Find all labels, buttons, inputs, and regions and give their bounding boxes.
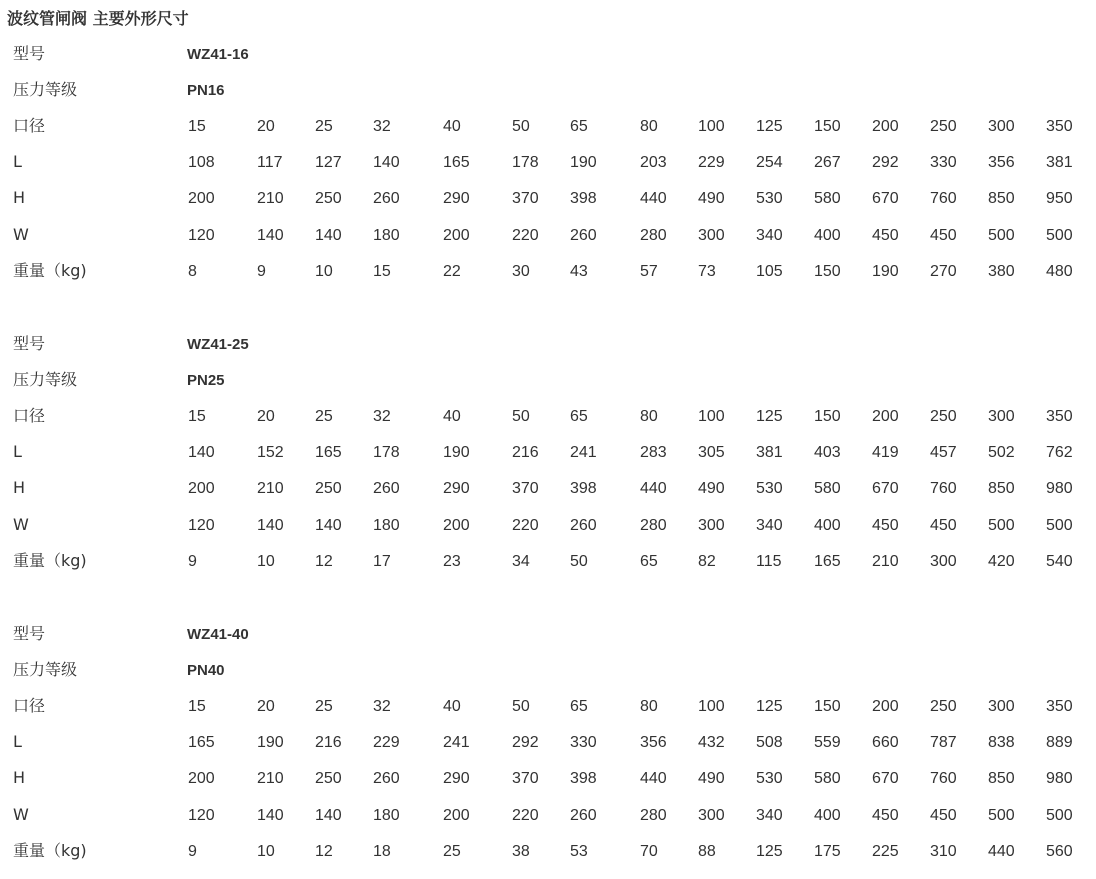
table-cell: 18	[373, 843, 391, 860]
table-cell: 440	[640, 770, 667, 787]
table-cell: 440	[988, 843, 1015, 860]
table-cell: 660	[872, 734, 899, 751]
table-cell: 120	[188, 227, 215, 244]
table-cell: 250	[315, 480, 342, 497]
table-cell: 32	[373, 118, 391, 135]
h-row	[0, 768, 1096, 804]
table-cell: 502	[988, 444, 1015, 461]
table-cell: 838	[988, 734, 1015, 751]
l-row	[0, 442, 1096, 478]
table-cell: 300	[988, 408, 1015, 425]
table-cell: 229	[373, 734, 400, 751]
pressure-label: 压力等级	[13, 370, 78, 389]
model-label: 型号	[13, 44, 46, 63]
l-row	[0, 152, 1096, 188]
table-cell: 356	[640, 734, 667, 751]
weight-row	[0, 261, 1096, 297]
table-cell: 760	[930, 770, 957, 787]
table-cell: 200	[188, 480, 215, 497]
table-cell: 400	[814, 807, 841, 824]
table-cell: 500	[988, 517, 1015, 534]
table-cell: 762	[1046, 444, 1073, 461]
table-cell: 180	[373, 517, 400, 534]
table-cell: 125	[756, 843, 783, 860]
table-cell: 22	[443, 263, 461, 280]
table-cell: 105	[756, 263, 783, 280]
table-cell: 8	[188, 263, 197, 280]
pressure-value: PN25	[187, 372, 225, 389]
pressure-label: 压力等级	[13, 660, 78, 679]
table-cell: 9	[257, 263, 266, 280]
table-cell: 210	[257, 480, 284, 497]
dn-label: 口径	[13, 406, 46, 425]
table-cell: 200	[443, 807, 470, 824]
table-cell: 530	[756, 770, 783, 787]
table-cell: 120	[188, 517, 215, 534]
table-cell: 398	[570, 190, 597, 207]
table-cell: 30	[512, 263, 530, 280]
table-cell: 40	[443, 408, 461, 425]
table-cell: 15	[188, 118, 206, 135]
table-cell: 500	[1046, 227, 1073, 244]
table-cell: 500	[988, 807, 1015, 824]
table-cell: 280	[640, 227, 667, 244]
table-cell: 127	[315, 154, 342, 171]
weight-label: 重量（kg)	[13, 551, 87, 570]
table-cell: 190	[872, 263, 899, 280]
table-cell: 350	[1046, 698, 1073, 715]
table-cell: 250	[930, 698, 957, 715]
page-title: 波纹管闸阀 主要外形尺寸	[7, 9, 189, 28]
table-cell: 178	[512, 154, 539, 171]
table-cell: 216	[315, 734, 342, 751]
table-cell: 290	[443, 480, 470, 497]
table-cell: 490	[698, 770, 725, 787]
table-cell: 440	[640, 190, 667, 207]
table-cell: 108	[188, 154, 215, 171]
table-cell: 220	[512, 227, 539, 244]
table-cell: 210	[257, 770, 284, 787]
table-cell: 300	[988, 698, 1015, 715]
table-cell: 450	[872, 807, 899, 824]
table-cell: 490	[698, 190, 725, 207]
table-cell: 440	[640, 480, 667, 497]
table-cell: 381	[1046, 154, 1073, 171]
table-cell: 50	[570, 553, 588, 570]
table-cell: 180	[373, 807, 400, 824]
table-cell: 241	[443, 734, 470, 751]
l-label: L	[13, 442, 22, 461]
table-cell: 370	[512, 190, 539, 207]
table-cell: 73	[698, 263, 716, 280]
w-row	[0, 515, 1096, 551]
table-cell: 670	[872, 770, 899, 787]
table-cell: 38	[512, 843, 530, 860]
table-cell: 356	[988, 154, 1015, 171]
table-cell: 340	[756, 807, 783, 824]
table-cell: 165	[443, 154, 470, 171]
table-cell: 220	[512, 517, 539, 534]
table-cell: 150	[814, 118, 841, 135]
table-cell: 178	[373, 444, 400, 461]
table-cell: 950	[1046, 190, 1073, 207]
table-cell: 850	[988, 770, 1015, 787]
table-cell: 165	[315, 444, 342, 461]
table-cell: 88	[698, 843, 716, 860]
table-cell: 140	[315, 227, 342, 244]
table-cell: 889	[1046, 734, 1073, 751]
table-cell: 50	[512, 118, 530, 135]
table-cell: 150	[814, 408, 841, 425]
pressure-value: PN40	[187, 662, 225, 679]
table-cell: 80	[640, 698, 658, 715]
weight-row	[0, 551, 1096, 587]
table-cell: 450	[930, 517, 957, 534]
table-cell: 457	[930, 444, 957, 461]
table-cell: 43	[570, 263, 588, 280]
dn-label: 口径	[13, 116, 46, 135]
table-cell: 560	[1046, 843, 1073, 860]
table-cell: 760	[930, 480, 957, 497]
table-cell: 450	[930, 807, 957, 824]
table-cell: 300	[930, 553, 957, 570]
table-cell: 115	[756, 553, 782, 570]
table-cell: 125	[756, 408, 783, 425]
table-cell: 80	[640, 408, 658, 425]
table-cell: 580	[814, 770, 841, 787]
model-row	[0, 44, 1096, 80]
table-cell: 580	[814, 190, 841, 207]
table-cell: 23	[443, 553, 461, 570]
table-cell: 65	[570, 408, 588, 425]
table-cell: 10	[257, 553, 275, 570]
table-cell: 17	[373, 553, 391, 570]
table-cell: 100	[698, 118, 725, 135]
table-cell: 20	[257, 118, 275, 135]
table-cell: 180	[373, 227, 400, 244]
table-cell: 20	[257, 698, 275, 715]
table-cell: 20	[257, 408, 275, 425]
table-cell: 330	[930, 154, 957, 171]
table-cell: 210	[257, 190, 284, 207]
table-cell: 850	[988, 480, 1015, 497]
table-cell: 419	[872, 444, 899, 461]
table-cell: 200	[872, 408, 899, 425]
table-cell: 220	[512, 807, 539, 824]
table-cell: 117	[257, 154, 283, 171]
dn-row	[0, 116, 1096, 152]
table-cell: 125	[756, 118, 783, 135]
table-cell: 125	[756, 698, 783, 715]
w-row	[0, 225, 1096, 261]
table-cell: 540	[1046, 553, 1073, 570]
table-cell: 380	[988, 263, 1015, 280]
l-label: L	[13, 732, 22, 751]
table-cell: 292	[872, 154, 899, 171]
table-cell: 450	[872, 517, 899, 534]
table-cell: 370	[512, 480, 539, 497]
table-cell: 200	[872, 118, 899, 135]
table-cell: 400	[814, 517, 841, 534]
table-cell: 280	[640, 807, 667, 824]
table-cell: 65	[640, 553, 658, 570]
table-cell: 70	[640, 843, 658, 860]
w-label: W	[13, 805, 29, 824]
table-cell: 200	[443, 517, 470, 534]
table-cell: 40	[443, 118, 461, 135]
table-cell: 229	[698, 154, 725, 171]
table-cell: 40	[443, 698, 461, 715]
table-cell: 670	[872, 190, 899, 207]
table-cell: 32	[373, 698, 391, 715]
table-cell: 82	[698, 553, 716, 570]
h-row	[0, 188, 1096, 224]
table-cell: 200	[872, 698, 899, 715]
table-cell: 980	[1046, 770, 1073, 787]
table-cell: 140	[257, 807, 284, 824]
table-cell: 150	[814, 263, 841, 280]
table-cell: 292	[512, 734, 539, 751]
table-cell: 120	[188, 807, 215, 824]
h-label: H	[13, 768, 26, 787]
w-label: W	[13, 515, 29, 534]
table-cell: 530	[756, 480, 783, 497]
table-cell: 175	[814, 843, 841, 860]
table-cell: 980	[1046, 480, 1073, 497]
table-cell: 260	[570, 227, 597, 244]
table-cell: 370	[512, 770, 539, 787]
table-cell: 25	[315, 118, 333, 135]
table-cell: 140	[257, 227, 284, 244]
table-cell: 140	[315, 807, 342, 824]
table-cell: 530	[756, 190, 783, 207]
table-cell: 216	[512, 444, 539, 461]
table-cell: 65	[570, 118, 588, 135]
table-cell: 300	[988, 118, 1015, 135]
table-cell: 152	[257, 444, 284, 461]
l-label: L	[13, 152, 22, 171]
table-cell: 480	[1046, 263, 1073, 280]
table-cell: 190	[443, 444, 470, 461]
table-cell: 400	[814, 227, 841, 244]
model-label: 型号	[13, 624, 46, 643]
table-cell: 9	[188, 843, 197, 860]
table-cell: 260	[373, 190, 400, 207]
table-cell: 25	[443, 843, 461, 860]
table-cell: 300	[698, 517, 725, 534]
weight-row	[0, 841, 1096, 877]
table-cell: 500	[988, 227, 1015, 244]
table-cell: 140	[315, 517, 342, 534]
table-cell: 508	[756, 734, 783, 751]
model-row	[0, 334, 1096, 370]
table-cell: 200	[188, 190, 215, 207]
weight-label: 重量（kg)	[13, 841, 87, 860]
table-cell: 500	[1046, 807, 1073, 824]
table-cell: 340	[756, 227, 783, 244]
pressure-label: 压力等级	[13, 80, 78, 99]
table-cell: 403	[814, 444, 841, 461]
w-row	[0, 805, 1096, 841]
dn-row	[0, 696, 1096, 732]
l-row	[0, 732, 1096, 768]
table-cell: 65	[570, 698, 588, 715]
pressure-row	[0, 80, 1096, 116]
weight-label: 重量（kg)	[13, 261, 87, 280]
table-cell: 250	[930, 118, 957, 135]
table-cell: 53	[570, 843, 588, 860]
table-cell: 432	[698, 734, 725, 751]
table-cell: 100	[698, 408, 725, 425]
table-cell: 34	[512, 553, 530, 570]
table-cell: 25	[315, 408, 333, 425]
table-cell: 787	[930, 734, 957, 751]
table-cell: 670	[872, 480, 899, 497]
table-cell: 50	[512, 408, 530, 425]
table-cell: 381	[756, 444, 783, 461]
model-row	[0, 624, 1096, 660]
table-cell: 32	[373, 408, 391, 425]
table-cell: 450	[872, 227, 899, 244]
table-cell: 300	[698, 807, 725, 824]
table-cell: 165	[814, 553, 841, 570]
table-cell: 140	[257, 517, 284, 534]
table-cell: 267	[814, 154, 841, 171]
table-cell: 140	[188, 444, 215, 461]
h-label: H	[13, 188, 26, 207]
table-cell: 250	[315, 770, 342, 787]
table-cell: 350	[1046, 408, 1073, 425]
pressure-value: PN16	[187, 82, 225, 99]
pressure-row	[0, 370, 1096, 406]
table-cell: 165	[188, 734, 215, 751]
dn-label: 口径	[13, 696, 46, 715]
table-cell: 330	[570, 734, 597, 751]
table-cell: 200	[188, 770, 215, 787]
table-cell: 12	[315, 553, 333, 570]
table-cell: 398	[570, 770, 597, 787]
model-value: WZ41-25	[187, 336, 249, 353]
h-label: H	[13, 478, 26, 497]
table-cell: 283	[640, 444, 667, 461]
table-cell: 450	[930, 227, 957, 244]
table-cell: 420	[988, 553, 1015, 570]
table-cell: 260	[570, 807, 597, 824]
h-row	[0, 478, 1096, 514]
table-cell: 500	[1046, 517, 1073, 534]
table-cell: 260	[373, 770, 400, 787]
table-cell: 10	[257, 843, 275, 860]
table-cell: 225	[872, 843, 899, 860]
table-cell: 210	[872, 553, 899, 570]
table-cell: 9	[188, 553, 197, 570]
table-cell: 580	[814, 480, 841, 497]
table-cell: 100	[698, 698, 725, 715]
table-cell: 57	[640, 263, 658, 280]
model-value: WZ41-16	[187, 46, 249, 63]
table-cell: 300	[698, 227, 725, 244]
table-cell: 305	[698, 444, 725, 461]
table-cell: 559	[814, 734, 841, 751]
table-cell: 254	[756, 154, 783, 171]
table-cell: 241	[570, 444, 597, 461]
model-value: WZ41-40	[187, 626, 249, 643]
table-cell: 280	[640, 517, 667, 534]
table-cell: 760	[930, 190, 957, 207]
table-cell: 15	[373, 263, 391, 280]
table-cell: 350	[1046, 118, 1073, 135]
table-cell: 150	[814, 698, 841, 715]
table-cell: 398	[570, 480, 597, 497]
table-cell: 10	[315, 263, 333, 280]
table-cell: 290	[443, 190, 470, 207]
table-cell: 80	[640, 118, 658, 135]
dn-row	[0, 406, 1096, 442]
table-cell: 290	[443, 770, 470, 787]
table-cell: 310	[930, 843, 957, 860]
table-cell: 270	[930, 263, 957, 280]
table-cell: 190	[257, 734, 284, 751]
table-cell: 190	[570, 154, 597, 171]
table-cell: 203	[640, 154, 667, 171]
table-cell: 340	[756, 517, 783, 534]
table-cell: 25	[315, 698, 333, 715]
table-cell: 260	[373, 480, 400, 497]
table-cell: 250	[930, 408, 957, 425]
table-cell: 15	[188, 408, 206, 425]
table-cell: 12	[315, 843, 333, 860]
table-cell: 250	[315, 190, 342, 207]
table-cell: 15	[188, 698, 206, 715]
table-cell: 850	[988, 190, 1015, 207]
table-cell: 260	[570, 517, 597, 534]
pressure-row	[0, 660, 1096, 696]
model-label: 型号	[13, 334, 46, 353]
table-cell: 50	[512, 698, 530, 715]
table-cell: 200	[443, 227, 470, 244]
w-label: W	[13, 225, 29, 244]
table-cell: 490	[698, 480, 725, 497]
table-cell: 140	[373, 154, 400, 171]
